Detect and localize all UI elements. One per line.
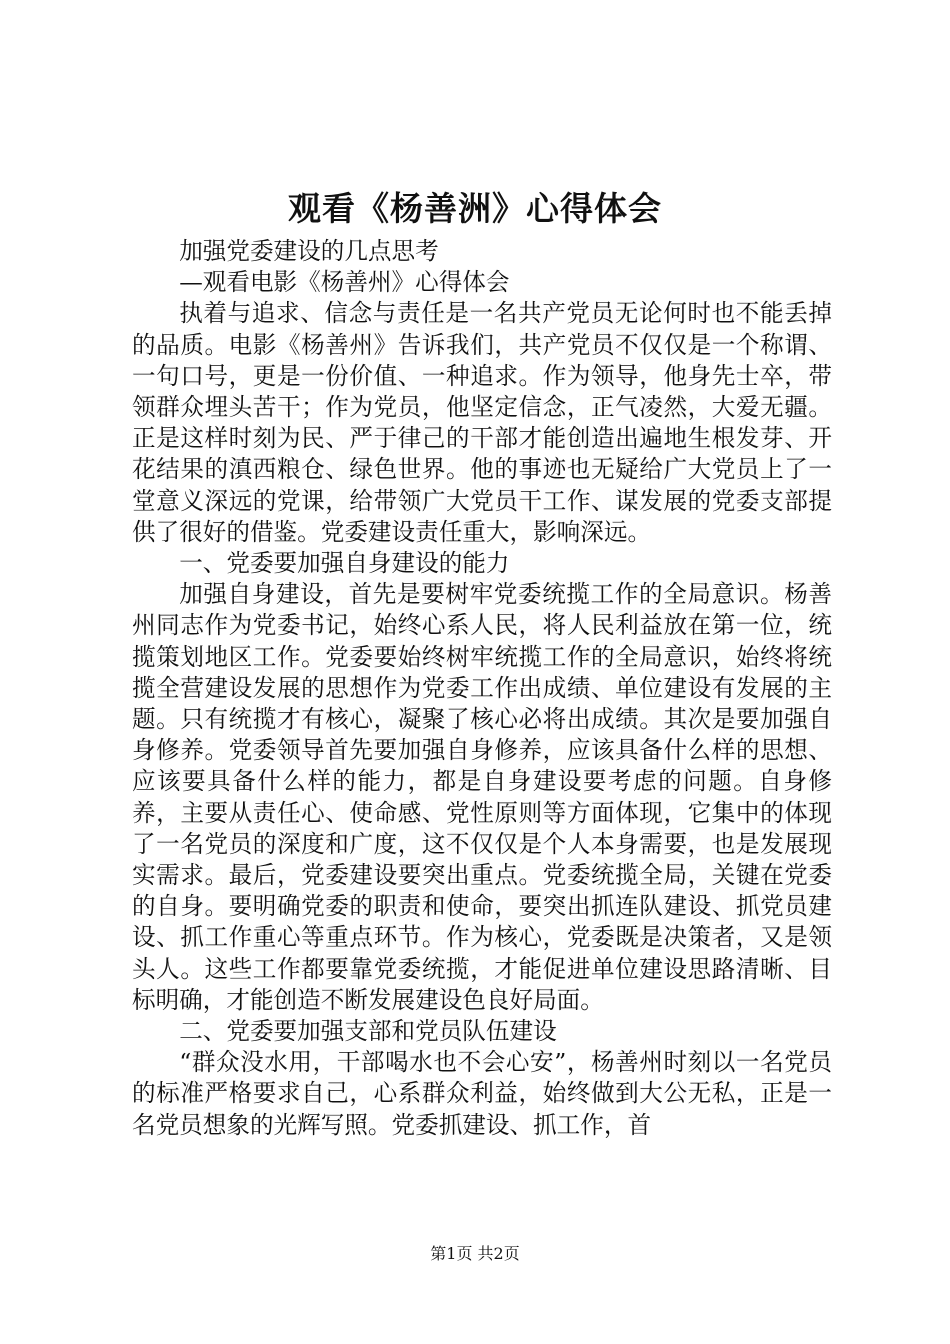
sub-subtitle-paragraph: —观看电影《杨善州》心得体会 bbox=[179, 268, 510, 297]
subtitle-paragraph: 加强党委建设的几点思考 bbox=[179, 237, 439, 265]
section-1-paragraph: 加强自身建设，首先是要树牢党委统揽工作的全局意识。杨善州同志作为党委书记，始终心系人民，将人民利益放在第一位，统揽策划地区工作。党委要始终树牢统揽工作的全局意识，始终将统揽全营建设发展的思想作为党委工作出成绩、单位建设有发展的主题。只有统揽才有核心，凝聚了核心必将出成绩。其次是要加强自身修养。党委领导首先要加强自身修养，应该具备什么样的思想、应该要具备什么样的能力，都是自身建设要考虑的问题。自身修养，主要从责任心、使命感、党性原则等方面体现，它集中的体现了一名党员的深度和广度，这不仅仅是个人本身需要，也是发展现实需求。最后，党委建设要突出重点。党委统揽全局，关键在党委的自身。要明确党委的职责和使命，要突出抓连队建设、抓党员建设、抓工作重心等重点环节。作为核心，党委既是决策者，又是领头人。这些工作都要靠党委统揽，才能促进单位建设思路清晰、目标明确，才能创造不断发展建设色良好局面。 bbox=[132, 580, 832, 1014]
intro-paragraph: 执着与追求、信念与责任是一名共产党员无论何时也不能丢掉的品质。电影《杨善州》告诉我们，共产党员不仅仅是一个称谓、一句口号，更是一份价值、一种追求。作为领导，他身先士卒，带领群众埋头苦干；作为党员，他坚定信念，正气凌然，大爱无疆。正是这样时刻为民、严于律己的干部才能创造出遍地生根发芽、开花结果的滇西粮仓、绿色世界。他的事迹也无疑给广大党员上了一堂意义深远的党课，给带领广大党员干工作、谋发展的党委支部提供了很好的借鉴。党委建设责任重大，影响深远。 bbox=[132, 299, 832, 546]
section-heading-1: 一、党委要加强自身建设的能力 bbox=[179, 549, 510, 578]
page-number-footer: 第1页 共2页 bbox=[430, 1244, 520, 1263]
document-title: 观看《杨善洲》心得体会 bbox=[288, 189, 662, 228]
section-2-paragraph: “群众没水用，干部喝水也不会心安”，杨善州时刻以一名党员的标准严格要求自己，心系群众利益，始终做到大公无私，正是一名党员想象的光辉写照。党委抓建设、抓工作，首 bbox=[132, 1048, 832, 1139]
document-body bbox=[132, 236, 832, 1141]
section-heading-2: 二、党委要加强支部和党员队伍建设 bbox=[179, 1017, 557, 1046]
